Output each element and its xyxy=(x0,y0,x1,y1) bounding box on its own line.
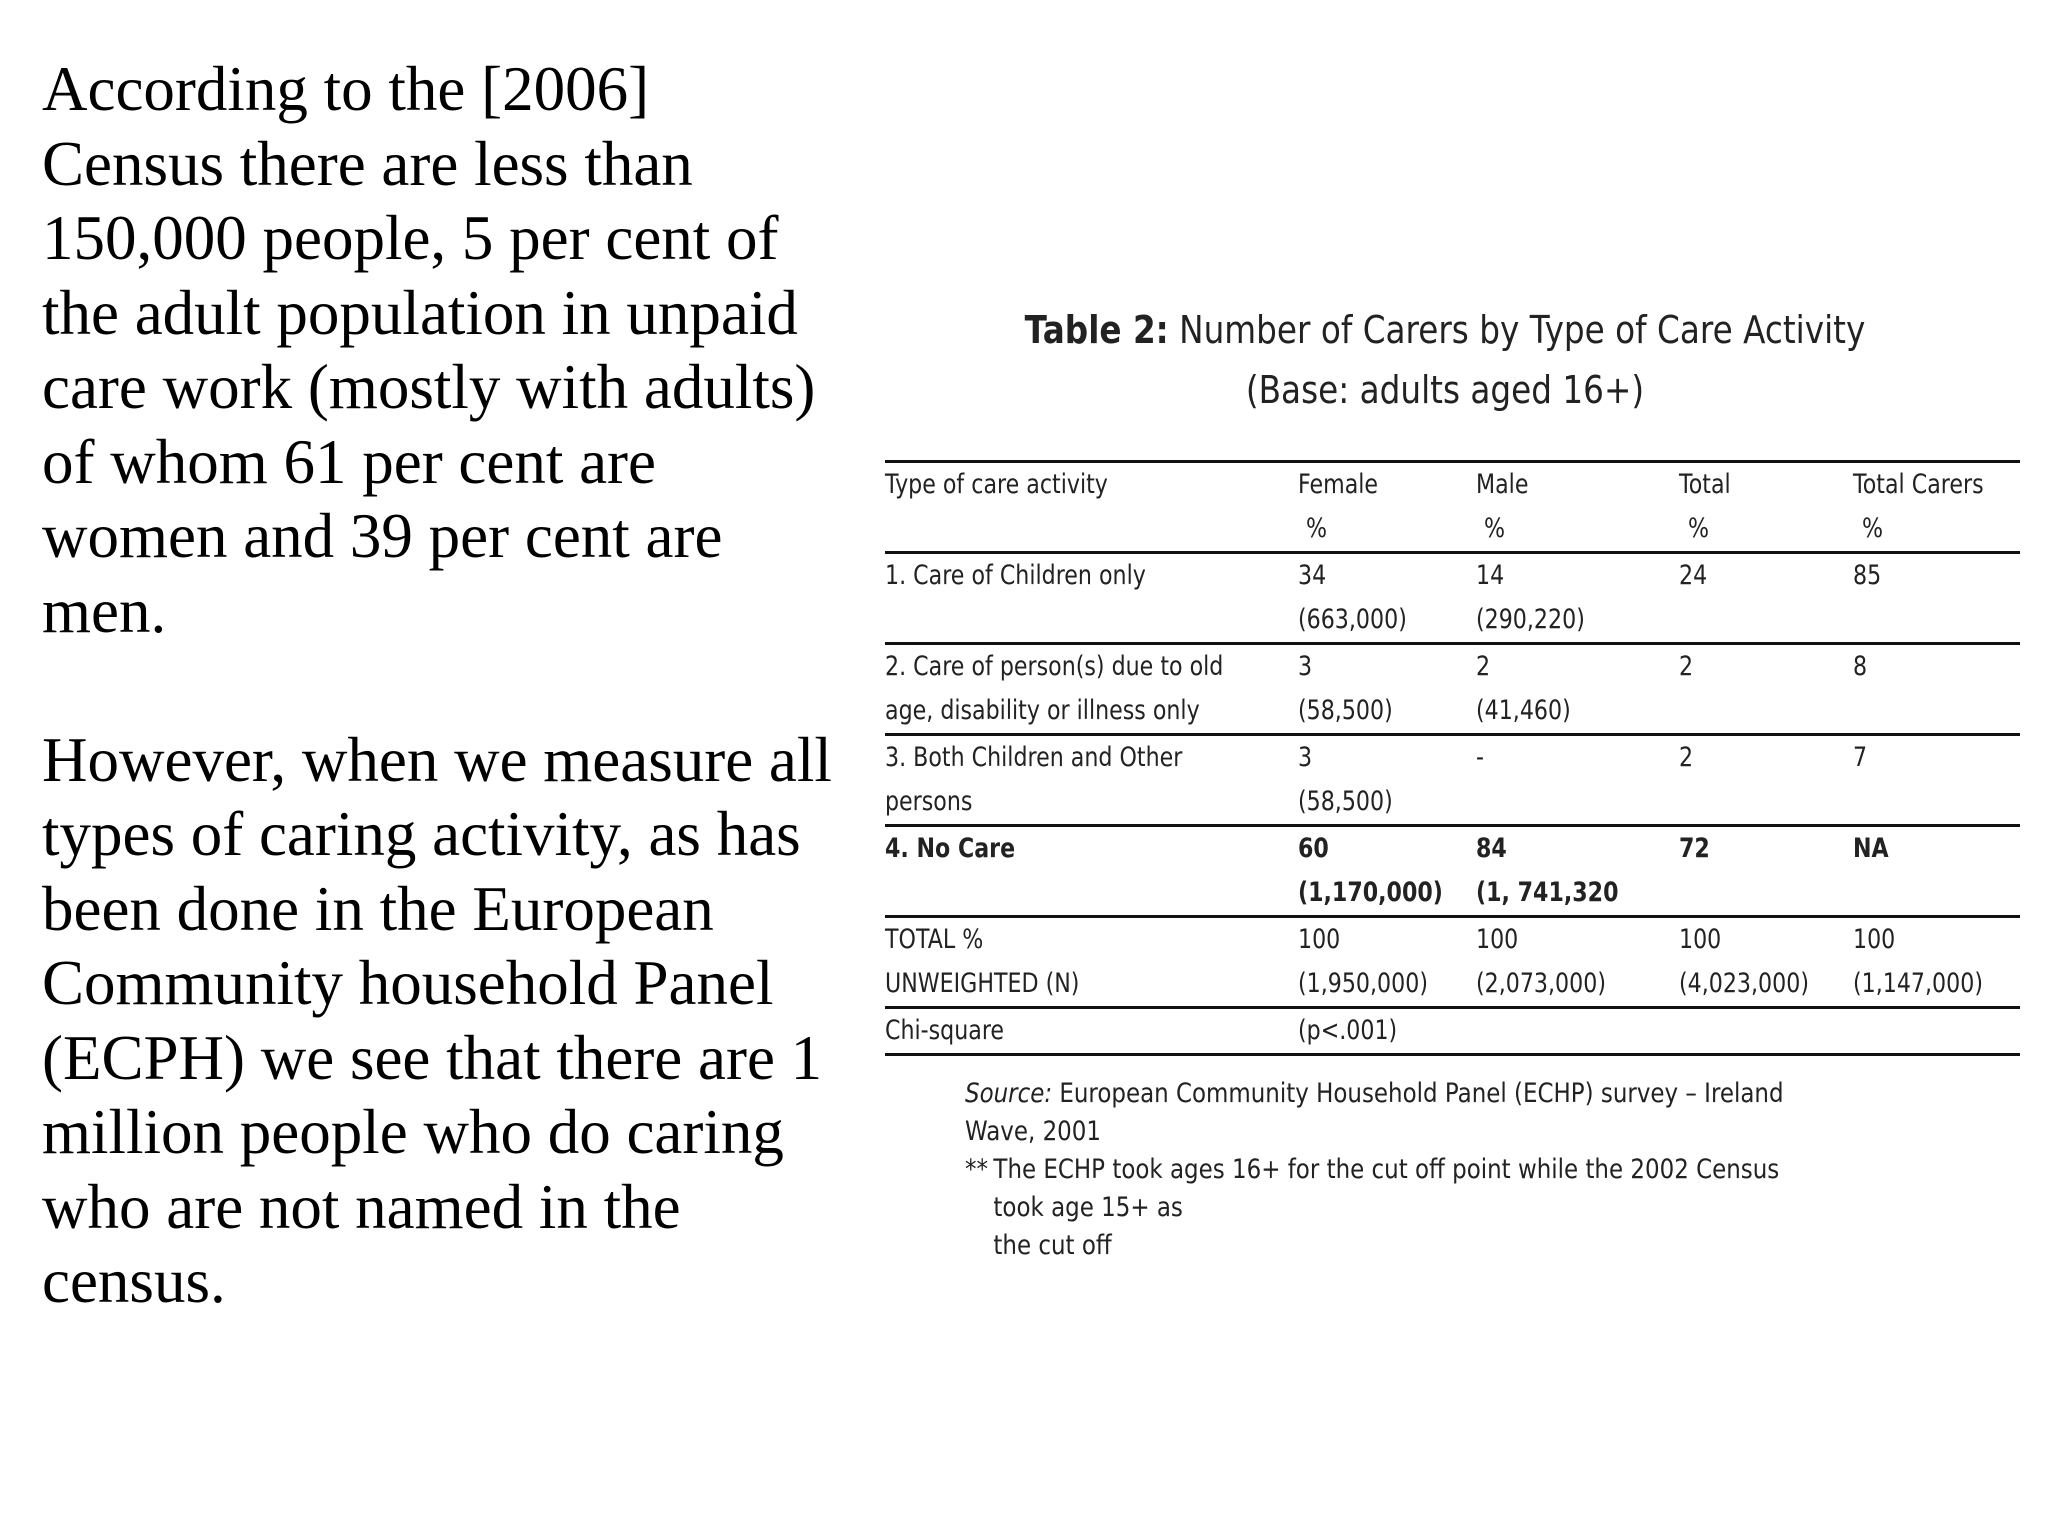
row4-activity: 4. No Care xyxy=(885,833,1016,864)
row1-total: 24 xyxy=(1679,560,1708,591)
totals-row xyxy=(885,917,2020,963)
header-unit-row xyxy=(885,507,2020,553)
table-row xyxy=(885,644,2020,690)
row3-male: - xyxy=(1475,742,1484,773)
table-row xyxy=(885,826,2020,872)
totals-male: 100 xyxy=(1475,924,1518,955)
body-text xyxy=(42,52,842,1319)
table-row xyxy=(885,553,2020,599)
source-text: European Community Household Panel (ECHP) survey – Ireland Wave, 2001 xyxy=(965,1078,1784,1147)
row1-female-n: (663,000) xyxy=(1297,604,1407,635)
row3-female-n: (58,500) xyxy=(1297,786,1393,817)
source-line xyxy=(965,1075,1815,1151)
row2-activity-cont: age, disability or illness only xyxy=(885,695,1200,726)
table-title-text: Number of Carers by Type of Care Activity xyxy=(1179,308,1866,352)
footnote xyxy=(965,1151,1815,1265)
row3-total-carers: 7 xyxy=(1853,742,1868,773)
unweighted-row xyxy=(885,962,2020,1008)
table-subtitle: (Base: adults aged 16+) xyxy=(1245,368,1645,412)
unweighted-total: (4,023,000) xyxy=(1679,968,1810,999)
row3-activity-cont: persons xyxy=(885,786,973,817)
row4-total: 72 xyxy=(1679,833,1710,864)
row3-activity: 3. Both Children and Other xyxy=(885,742,1183,773)
header-total: Total xyxy=(1679,469,1731,500)
header-row xyxy=(885,462,2020,508)
carers-table xyxy=(885,460,2020,1056)
unweighted-female: (1,950,000) xyxy=(1297,968,1428,999)
table-source-notes xyxy=(965,1075,1815,1265)
row1-total-carers: 85 xyxy=(1853,560,1882,591)
row2-activity: 2. Care of person(s) due to old xyxy=(885,651,1224,682)
row1-male: 14 xyxy=(1475,560,1504,591)
source-label: Source: xyxy=(965,1078,1053,1109)
totals-total-carers: 100 xyxy=(1853,924,1896,955)
header-male: Male xyxy=(1475,469,1529,500)
header-total-carers: Total Carers xyxy=(1853,469,1984,500)
header-female-unit: % xyxy=(1306,513,1328,544)
unweighted-label: UNWEIGHTED (N) xyxy=(885,968,1080,999)
totals-total: 100 xyxy=(1679,924,1722,955)
row3-female: 3 xyxy=(1297,742,1312,773)
footnote-line1: The ECHP took ages 16+ for the cut off point while the 2002 Census took age 15+ as xyxy=(993,1154,1780,1223)
row1-female: 34 xyxy=(1297,560,1326,591)
row1-activity: 1. Care of Children only xyxy=(885,560,1146,591)
table-title xyxy=(1015,300,1875,420)
table-row-sub xyxy=(885,780,2020,826)
unweighted-total-carers: (1,147,000) xyxy=(1853,968,1984,999)
table-row-sub xyxy=(885,598,2020,644)
chi-square-label: Chi-square xyxy=(885,1015,1005,1046)
row4-male: 84 xyxy=(1475,833,1507,864)
footnote-line2: the cut off xyxy=(993,1230,1112,1261)
header-female: Female xyxy=(1297,469,1378,500)
row2-male: 2 xyxy=(1475,651,1490,682)
row2-male-n: (41,460) xyxy=(1475,695,1571,726)
row1-male-n: (290,220) xyxy=(1475,604,1585,635)
row2-female-n: (58,500) xyxy=(1297,695,1393,726)
paragraph-ecph: However, when we measure all types of caring activity, as has been done in the European Community household Panel (ECPH) we see that there are 1 million people who do caring who are not named in the census. xyxy=(42,724,832,1316)
row3-total: 2 xyxy=(1679,742,1694,773)
row2-female: 3 xyxy=(1297,651,1312,682)
table-title-label: Table 2: xyxy=(1024,308,1169,352)
table-row-sub xyxy=(885,689,2020,735)
unweighted-male: (2,073,000) xyxy=(1475,968,1606,999)
row2-total: 2 xyxy=(1679,651,1694,682)
row2-total-carers: 8 xyxy=(1853,651,1868,682)
header-activity: Type of care activity xyxy=(885,469,1108,500)
footnote-marker: ** xyxy=(965,1154,988,1185)
totals-female: 100 xyxy=(1297,924,1340,955)
row4-total-carers: NA xyxy=(1853,833,1890,864)
header-male-unit: % xyxy=(1484,513,1506,544)
chi-square-value: (p<.001) xyxy=(1297,1015,1397,1046)
paragraph-census: According to the [2006] Census there are less than 150,000 people, 5 per cent of the adult population in unpaid care work (mostly with adults) of whom 61 per cent are women and 39 per cent are men. xyxy=(42,54,816,646)
row4-female-n: (1,170,000) xyxy=(1297,877,1443,908)
row4-female: 60 xyxy=(1297,833,1329,864)
header-total-unit: % xyxy=(1687,513,1709,544)
table-row xyxy=(885,735,2020,781)
header-total-carers-unit: % xyxy=(1861,513,1883,544)
table-row-sub xyxy=(885,871,2020,917)
totals-label: TOTAL % xyxy=(885,924,984,955)
row4-male-n: (1, 741,320 xyxy=(1475,877,1619,908)
table-figure xyxy=(885,300,2020,1261)
table-bottom-rule xyxy=(885,1055,2020,1057)
chi-square-row xyxy=(885,1008,2020,1055)
